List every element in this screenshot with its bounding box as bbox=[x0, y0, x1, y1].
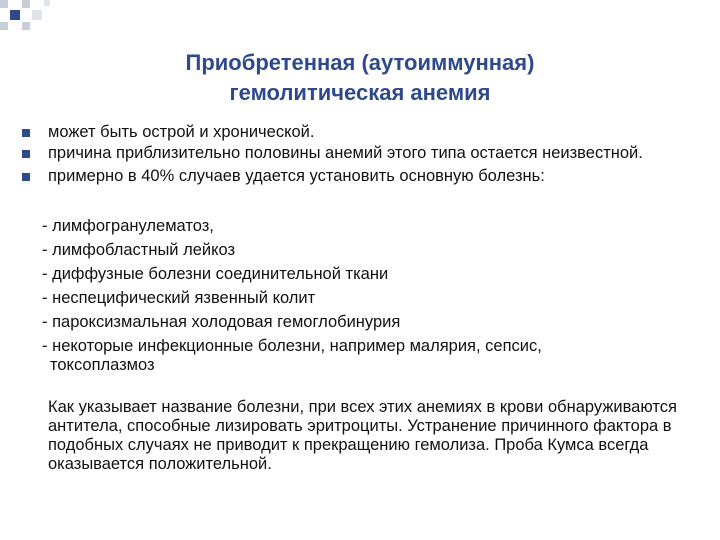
title-line-2: гемолитическая анемия bbox=[229, 80, 491, 105]
bullet-item bbox=[22, 145, 702, 161]
disease-sublist bbox=[42, 214, 682, 374]
bullet-text: причина приблизительно половины анемий этого типа остается неизвестной. bbox=[48, 144, 643, 162]
bullet-item bbox=[22, 168, 702, 184]
title-line-1: Приобретенная (аутоиммунная) bbox=[185, 50, 535, 75]
bullet-text: может быть острой и хронической. bbox=[48, 123, 315, 141]
bullet-item bbox=[22, 124, 702, 140]
square-bullet-icon bbox=[22, 150, 30, 158]
sublist-item: - лимфогранулематоз, bbox=[42, 217, 214, 235]
corner-decoration bbox=[0, 0, 80, 40]
sublist-item: токсоплазмоз bbox=[50, 356, 155, 374]
sublist-item: - лимфобластный лейкоз bbox=[42, 241, 236, 259]
sublist-item: - неспецифический язвенный колит bbox=[42, 289, 316, 307]
bullet-list bbox=[22, 124, 702, 191]
sublist-item: - пароксизмальная холодовая гемоглобинурия bbox=[42, 313, 401, 331]
sublist-item: - диффузные болезни соединительной ткани bbox=[42, 265, 389, 283]
bullet-text: примерно в 40% случаев удается установить основную болезнь: bbox=[48, 167, 545, 185]
slide-title bbox=[120, 48, 600, 108]
square-bullet-icon bbox=[22, 173, 30, 181]
square-bullet-icon bbox=[22, 129, 30, 137]
sublist-item: - некоторые инфекционные болезни, например малярия, сепсис, bbox=[42, 337, 542, 355]
summary-paragraph: Как указывает название болезни, при всех этих анемиях в крови обнаруживаются антитела, способные лизировать эритроциты. Устранение причинного фактора в подобных случаях не приводит к прекращению гемолиза. Проба Кумса всегда оказывается положительной. bbox=[48, 398, 677, 473]
